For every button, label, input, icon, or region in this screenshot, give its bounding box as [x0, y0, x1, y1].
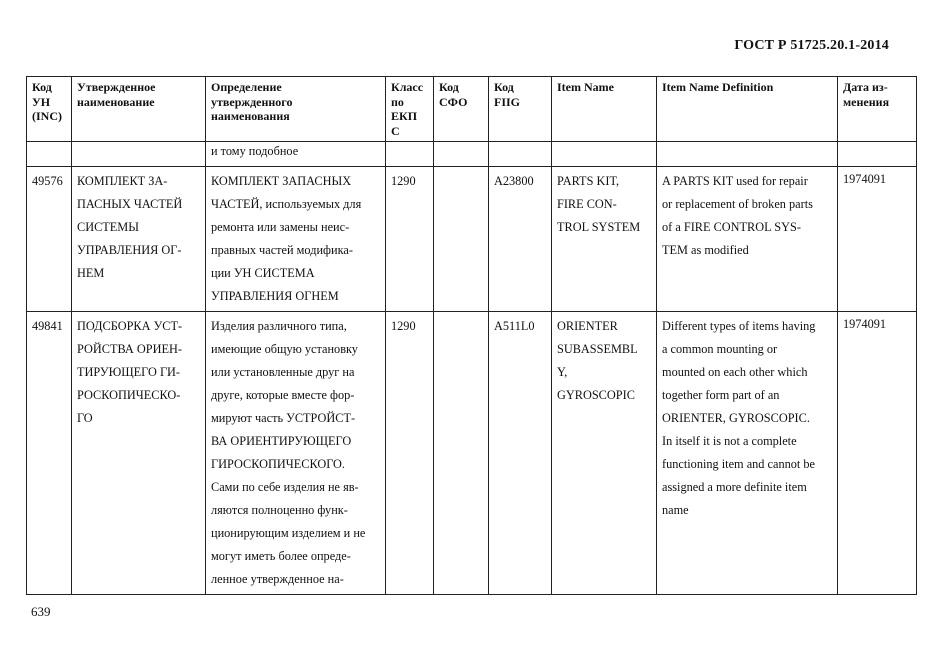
table-row-continuation	[27, 142, 917, 167]
cell-continuation-text: и тому подобное	[206, 142, 386, 167]
cell-class: 1290	[386, 167, 434, 312]
cell-class: 1290	[386, 312, 434, 595]
cell-inc: 49576	[27, 167, 72, 312]
table-header-row	[27, 77, 917, 142]
cell-empty	[657, 142, 838, 167]
header-item-name: Item Name	[552, 77, 657, 142]
cell-empty	[386, 142, 434, 167]
nomenclature-table	[26, 76, 917, 595]
cell-approved-name: КОМПЛЕКТ ЗА- ПАСНЫХ ЧАСТЕЙ СИСТЕМЫ УПРАВЛЕНИЯ ОГ- НЕМ	[72, 167, 206, 312]
cell-definition: Изделия различного типа, имеющие общую установку или установленные друг на друге, которые вместе фор- мируют часть УСТРОЙСТ- ВА ОРИЕНТИРУЮЩЕГО ГИРОСКОПИЧЕСКОГО. Сами по себе изделия не яв- ляются полноценно функ- ционирующим изделием и не могут иметь более опреде- ленное утвержденное на-	[206, 312, 386, 595]
cell-sfo	[434, 167, 489, 312]
table-row	[27, 312, 917, 595]
cell-fiig: A23800	[489, 167, 552, 312]
table-row	[27, 167, 917, 312]
header-definition: Определение утвержденного наименования	[206, 77, 386, 142]
cell-empty	[72, 142, 206, 167]
header-approved-name: Утвержденное наименование	[72, 77, 206, 142]
header-sfo: Код СФО	[434, 77, 489, 142]
header-class: Класс по ЕКП С	[386, 77, 434, 142]
cell-sfo	[434, 312, 489, 595]
header-inc: Код УН (INC)	[27, 77, 72, 142]
cell-empty	[434, 142, 489, 167]
header-fiig: Код FIIG	[489, 77, 552, 142]
cell-empty	[489, 142, 552, 167]
cell-inc: 49841	[27, 312, 72, 595]
cell-item-name: ORIENTER SUBASSEMBL Y, GYROSCOPIC	[552, 312, 657, 595]
page-number: 639	[31, 604, 51, 619]
cell-definition: КОМПЛЕКТ ЗАПАСНЫХ ЧАСТЕЙ, используемых для ремонта или замены неис- правных частей модифика- ции УН СИСТЕМА УПРАВЛЕНИЯ ОГНЕМ	[206, 167, 386, 312]
cell-empty	[552, 142, 657, 167]
cell-empty	[27, 142, 72, 167]
header-item-name-definition: Item Name Definition	[657, 77, 838, 142]
cell-fiig: A511L0	[489, 312, 552, 595]
cell-item-definition: A PARTS KIT used for repair or replacement of broken parts of a FIRE CONTROL SYS- TEM as modified	[657, 167, 838, 312]
cell-approved-name: ПОДСБОРКА УСТ- РОЙСТВА ОРИЕН- ТИРУЮЩЕГО ГИ- РОСКОПИЧЕСКО- ГО	[72, 312, 206, 595]
cell-change-date: 1974091	[838, 312, 917, 595]
document-code: ГОСТ Р 51725.20.1-2014	[734, 38, 889, 53]
cell-change-date: 1974091	[838, 167, 917, 312]
cell-empty	[838, 142, 917, 167]
header-change-date: Дата из- менения	[838, 77, 917, 142]
cell-item-name: PARTS KIT, FIRE CON- TROL SYSTEM	[552, 167, 657, 312]
cell-item-definition: Different types of items having a common mounting or mounted on each other which together form part of an ORIENTER, GYROSCOPIC. In itself it is not a complete functioning item and cannot be assigned a more definite item name	[657, 312, 838, 595]
